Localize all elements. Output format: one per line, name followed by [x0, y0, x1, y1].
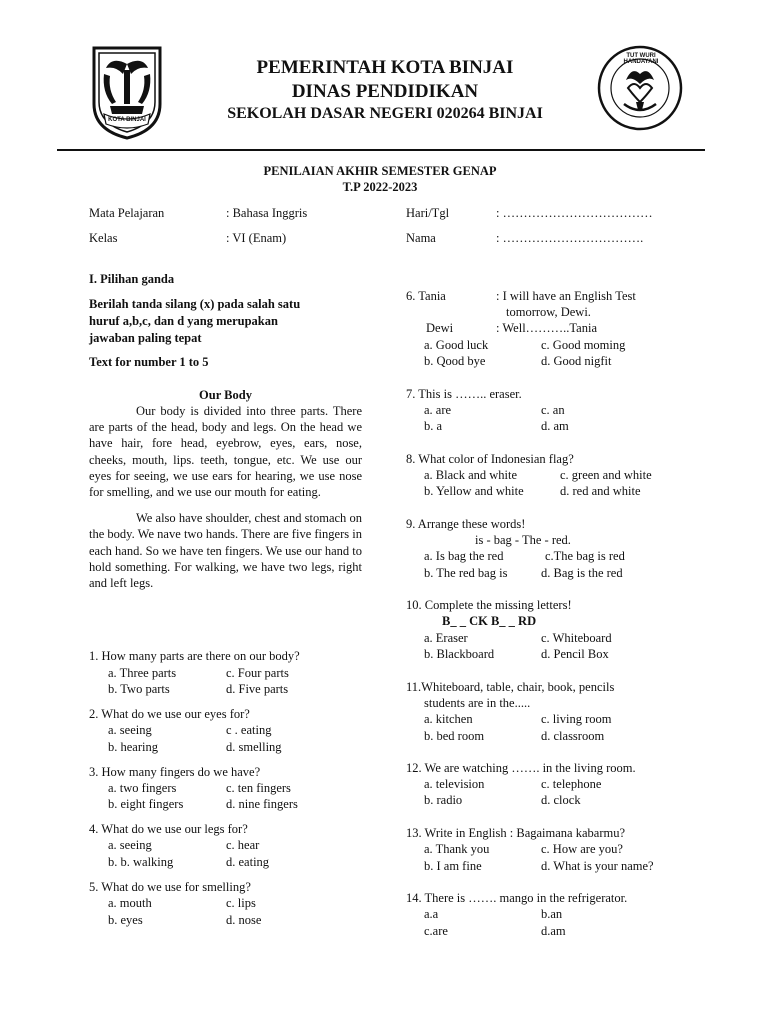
- option-a[interactable]: a.a: [424, 907, 439, 921]
- dialog-line-2: : Well………..Tania: [496, 321, 597, 335]
- option-d[interactable]: d. Five parts: [226, 682, 289, 696]
- left-logo-text: KOTA BINJAI: [108, 117, 146, 123]
- question-text: 3. How many fingers do we have?: [89, 765, 261, 779]
- passage-body: [89, 403, 362, 591]
- date-field: : ………………………………: [496, 206, 653, 220]
- question-text: 2. What do we use our eyes for?: [89, 707, 250, 721]
- option-b[interactable]: b.an: [541, 907, 563, 921]
- name-label: Nama: [406, 231, 436, 245]
- option-c[interactable]: c. Four parts: [226, 666, 289, 680]
- header-department: DINAS PENDIDIKAN: [291, 81, 479, 102]
- option-d[interactable]: d. Bag is the red: [541, 566, 623, 580]
- option-a[interactable]: a. Good luck: [424, 338, 489, 352]
- option-d[interactable]: d. classroom: [541, 729, 605, 743]
- question-text: 4. What do we use our legs for?: [89, 822, 248, 836]
- option-c[interactable]: c. green and white: [560, 468, 652, 482]
- option-c[interactable]: c. Whiteboard: [541, 631, 612, 645]
- missing-letters: B_ _ CK B_ _ RD: [442, 614, 537, 628]
- instruction-line-1: Berilah tanda silang (x) pada salah satu: [89, 297, 301, 311]
- question-text: 1. How many parts are there on our body?: [89, 649, 300, 663]
- option-d[interactable]: d. eating: [226, 855, 270, 869]
- option-b[interactable]: b. The red bag is: [424, 566, 508, 580]
- option-d[interactable]: d. clock: [541, 793, 581, 807]
- option-a[interactable]: a. seeing: [108, 723, 152, 737]
- question-text: 5. What do we use for smelling?: [89, 880, 251, 894]
- subject-value: : Bahasa Inggris: [226, 206, 308, 220]
- option-a[interactable]: a. Eraser: [424, 631, 468, 645]
- option-a[interactable]: a. mouth: [108, 896, 152, 910]
- passage-paragraph-1: Our body is divided into three parts. There are parts of the head, body and legs. On the head we have hair, fore head, eyebrow, eyes, ears, nose, cheeks, mouth, lips. teeth, tongue, etc. We use our eyes for seeing, we use ears for hearing, we use nose for smelling, and we use our mouth for eating.: [89, 404, 362, 500]
- option-a[interactable]: a. Black and white: [424, 468, 518, 482]
- option-c[interactable]: c. an: [541, 403, 565, 417]
- option-d[interactable]: d. Good nigfit: [541, 354, 612, 368]
- option-b[interactable]: b. radio: [424, 793, 463, 807]
- kota-binjai-logo: [90, 44, 164, 140]
- option-a[interactable]: a. Thank you: [424, 842, 490, 856]
- option-a[interactable]: a. Three parts: [108, 666, 177, 680]
- option-d[interactable]: d.am: [541, 924, 566, 938]
- date-label: Hari/Tgl: [406, 206, 450, 220]
- option-c[interactable]: c. living room: [541, 712, 612, 726]
- passage-title: Our Body: [199, 388, 252, 402]
- option-c[interactable]: c. Good moming: [541, 338, 626, 352]
- option-d[interactable]: d. Pencil Box: [541, 647, 609, 661]
- question-text: 13. Write in English : Bagaimana kabarmu?: [406, 826, 626, 840]
- header-divider: [57, 149, 705, 151]
- question-text: 9. Arrange these words!: [406, 517, 526, 531]
- dialog-line-1: : I will have an English Test: [496, 289, 636, 303]
- text-reference: Text for number 1 to 5: [89, 355, 209, 369]
- option-d[interactable]: d. red and white: [560, 484, 641, 498]
- class-label: Kelas: [89, 231, 118, 245]
- header-school: SEKOLAH DASAR NEGERI 020264 BINJAI: [227, 105, 543, 122]
- option-d[interactable]: d. What is your name?: [541, 859, 654, 873]
- option-b[interactable]: b. eyes: [108, 913, 143, 927]
- option-a[interactable]: a. television: [424, 777, 485, 791]
- option-b[interactable]: b. a: [424, 419, 443, 433]
- dialog-line-1b: tomorrow, Dewi.: [506, 305, 591, 319]
- option-c[interactable]: c. How are you?: [541, 842, 623, 856]
- name-field: : …………………………….: [496, 231, 644, 245]
- option-b[interactable]: b. Two parts: [108, 682, 170, 696]
- option-a[interactable]: a. seeing: [108, 838, 152, 852]
- option-b[interactable]: b. Yellow and white: [424, 484, 524, 498]
- option-d[interactable]: d. smelling: [226, 740, 282, 754]
- option-c[interactable]: c.The bag is red: [545, 549, 625, 563]
- option-b[interactable]: b. Qood bye: [424, 354, 486, 368]
- option-d[interactable]: d. am: [541, 419, 569, 433]
- option-c[interactable]: c. hear: [226, 838, 260, 852]
- option-d[interactable]: d. nose: [226, 913, 262, 927]
- exam-year: T.P 2022-2023: [342, 180, 418, 194]
- option-a[interactable]: a. two fingers: [108, 781, 177, 795]
- dialog-speaker-2: Dewi: [426, 321, 454, 335]
- dialog-speaker-1: 6. Tania: [406, 289, 446, 303]
- right-logo-text: TUT WURI HANDAYANI: [623, 53, 659, 65]
- option-a[interactable]: a. are: [424, 403, 452, 417]
- subject-label: Mata Pelajaran: [89, 206, 165, 220]
- option-b[interactable]: b. I am fine: [424, 859, 482, 873]
- question-text: 8. What color of Indonesian flag?: [406, 452, 574, 466]
- instruction-line-3: jawaban paling tepat: [89, 331, 202, 345]
- option-c[interactable]: c . eating: [226, 723, 272, 737]
- question-text: 12. We are watching ……. in the living room.: [406, 761, 636, 775]
- option-c[interactable]: c. ten fingers: [226, 781, 291, 795]
- option-b[interactable]: b. b. walking: [108, 855, 174, 869]
- question-words: is - bag - The - red.: [475, 533, 571, 547]
- exam-title: PENILAIAN AKHIR SEMESTER GENAP: [263, 164, 497, 178]
- class-value: : VI (Enam): [226, 231, 287, 245]
- question-text: 7. This is …….. eraser.: [406, 387, 522, 401]
- option-b[interactable]: b. bed room: [424, 729, 485, 743]
- question-text: 10. Complete the missing letters!: [406, 598, 572, 612]
- passage-paragraph-2: We also have shoulder, chest and stomach on the body. We nave two hands. There are five fingers in each hand. So we have ten fingers. We use our hand to hold something. For walking, we have two legs, right and left legs.: [89, 511, 362, 591]
- option-c[interactable]: c. lips: [226, 896, 256, 910]
- option-b[interactable]: b. Blackboard: [424, 647, 495, 661]
- option-c[interactable]: c.are: [424, 924, 448, 938]
- option-a[interactable]: a. Is bag the red: [424, 549, 504, 563]
- option-d[interactable]: d. nine fingers: [226, 797, 298, 811]
- question-text: 11.Whiteboard, table, chair, book, pencils: [406, 680, 615, 694]
- instruction-line-2: huruf a,b,c, dan d yang merupakan: [89, 314, 278, 328]
- option-c[interactable]: c. telephone: [541, 777, 602, 791]
- option-b[interactable]: b. eight fingers: [108, 797, 184, 811]
- option-a[interactable]: a. kitchen: [424, 712, 473, 726]
- section-title: I. Pilihan ganda: [89, 272, 175, 286]
- question-text-2: students are in the.....: [424, 696, 531, 710]
- option-b[interactable]: b. hearing: [108, 740, 158, 754]
- header-government: PEMERINTAH KOTA BINJAI: [256, 57, 514, 78]
- question-text: 14. There is ……. mango in the refrigerator.: [406, 891, 628, 905]
